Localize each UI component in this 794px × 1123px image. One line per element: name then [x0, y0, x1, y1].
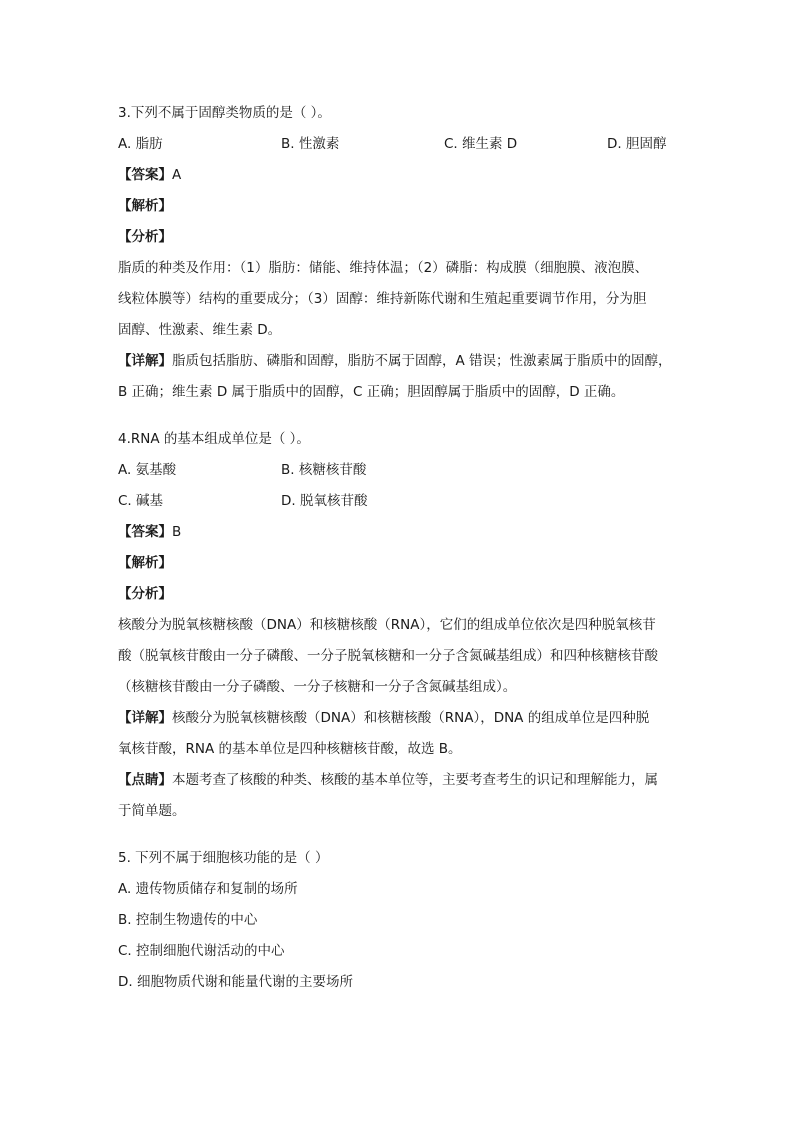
q4-detail-text-1: 核酸分为脱氧核糖核酸（DNA）和核糖核酸（RNA），DNA 的组成单位是四种脱: [172, 710, 650, 726]
q3-analysis-line-2: 线粒体膜等）结构的重要成分；（3）固醇：维持新陈代谢和生殖起重要调节作用，分为胆: [118, 291, 647, 307]
q4-stem: 4.RNA 的基本组成单位是（ ）。: [118, 431, 310, 447]
q4-option-d: D. 脱氧核苷酸: [281, 493, 368, 509]
q4-analysis-line-3: （核糖核苷酸由一分子磷酸、一分子核糖和一分子含氮碱基组成）。: [118, 679, 517, 695]
q3-analysis-line-3: 固醇、性激素、维生素 D。: [118, 322, 282, 338]
q3-answer: [118, 160, 678, 191]
q3-detail-tag: 【详解】: [118, 353, 172, 369]
q4-comment-line-2: 于简单题。: [118, 803, 186, 819]
q4-option-b: B. 核糖核苷酸: [281, 462, 367, 478]
q4-comment-text-1: 本题考查了核酸的种类、核酸的基本单位等，主要考查考生的识记和理解能力，属: [172, 772, 658, 788]
q4-detail-line-2: 氧核苷酸，RNA 的基本单位是四种核糖核苷酸，故选 B。: [118, 741, 462, 757]
q4-answer: [118, 517, 678, 548]
q5-option-c: C. 控制细胞代谢活动的中心: [118, 943, 285, 959]
q5-option-a: A. 遗传物质储存和复制的场所: [118, 881, 298, 897]
q5-stem: 5. 下列不属于细胞核功能的是（ ）: [118, 850, 329, 866]
q3-answer-tag: 【答案】: [118, 167, 172, 183]
q3-detail-text-1: 脂质包括脂肪、磷脂和固醇，脂肪不属于固醇，A 错误；性激素属于脂质中的固醇，: [172, 353, 672, 369]
q4-options-row-2: [118, 486, 678, 517]
q4-option-a: A. 氨基酸: [118, 462, 177, 478]
q3-option-a: A. 脂肪: [118, 136, 163, 152]
q3-analysis-line-1: 脂质的种类及作用：（1）脂肪：储能、维持体温；（2）磷脂：构成膜（细胞膜、液泡膜、: [118, 260, 649, 276]
q3-jiexi-tag: 【解析】: [118, 198, 172, 214]
q3-detail-line-2: B 正确；维生素 D 属于脂质中的固醇，C 正确；胆固醇属于脂质中的固醇，D 正确。: [118, 384, 625, 400]
q4-detail-line-1: [118, 703, 678, 734]
q3-option-d: D. 胆固醇: [607, 136, 667, 152]
q3-option-b: B. 性激素: [281, 136, 340, 152]
q3-options: [118, 129, 678, 160]
q3-detail-line-1: [118, 346, 678, 377]
q4-comment-line-1: [118, 765, 678, 796]
q4-analysis-line-1: 核酸分为脱氧核糖核酸（DNA）和核糖核酸（RNA），它们的组成单位依次是四种脱氧核苷: [118, 617, 656, 633]
q4-options-row-1: [118, 455, 678, 486]
q3-option-c: C. 维生素 D: [444, 136, 518, 152]
q3-fenxi-tag: 【分析】: [118, 229, 172, 245]
document-page: [118, 98, 678, 998]
q4-comment-tag: 【点睛】: [118, 772, 172, 788]
q4-answer-value: B: [172, 524, 182, 540]
q4-option-c: C. 碱基: [118, 493, 164, 509]
q3-answer-value: A: [172, 167, 182, 183]
q5-option-b: B. 控制生物遗传的中心: [118, 912, 258, 928]
q4-analysis-line-2: 酸（脱氧核苷酸由一分子磷酸、一分子脱氧核糖和一分子含氮碱基组成）和四种核糖核苷酸: [118, 648, 658, 664]
q5-option-d: D. 细胞物质代谢和能量代谢的主要场所: [118, 974, 353, 990]
q4-jiexi-tag: 【解析】: [118, 555, 172, 571]
q4-answer-tag: 【答案】: [118, 524, 172, 540]
q4-fenxi-tag: 【分析】: [118, 586, 172, 602]
q4-detail-tag: 【详解】: [118, 710, 172, 726]
q3-stem: 3.下列不属于固醇类物质的是（ ）。: [118, 105, 331, 121]
